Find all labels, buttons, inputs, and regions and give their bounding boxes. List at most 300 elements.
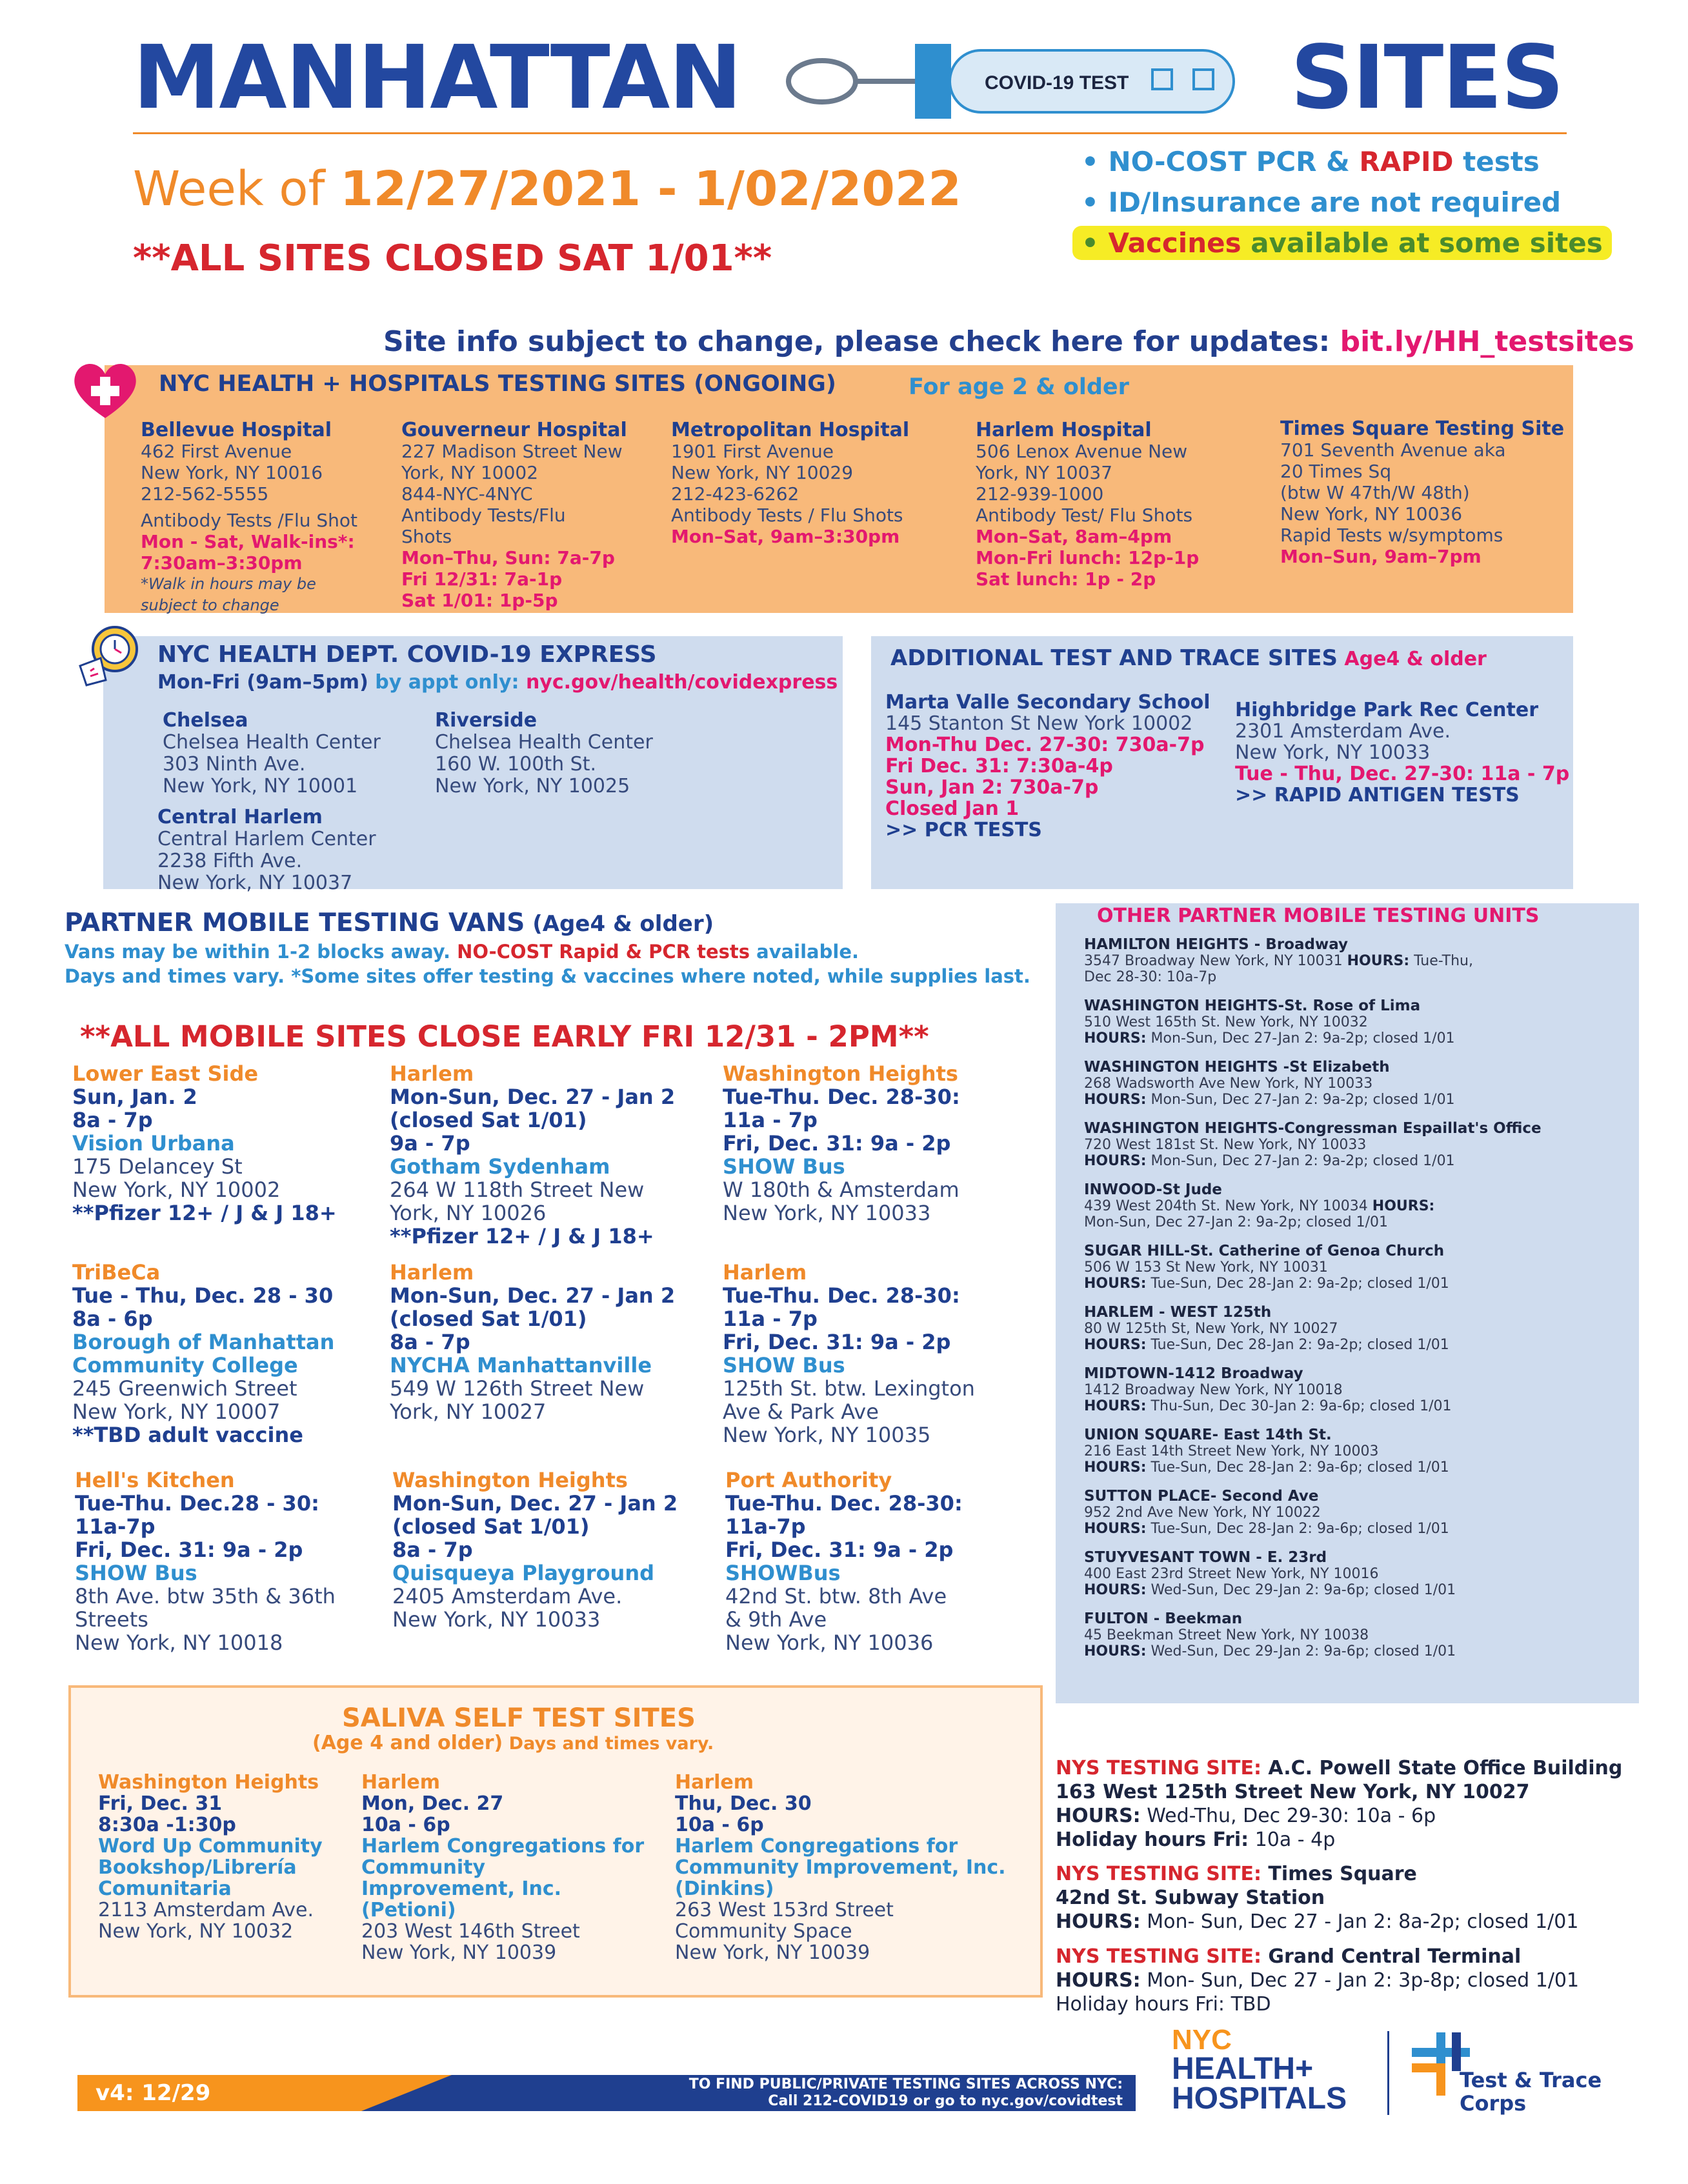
site-line: 844-NYC-4NYC — [401, 483, 533, 505]
saliva-site — [675, 1772, 1006, 1963]
van-days: Tue - Thu, Dec. 28 - 30 — [72, 1283, 334, 1308]
unit-address-line — [1084, 1321, 1449, 1337]
van-site-name: NYCHA Manhattanville — [390, 1353, 652, 1378]
saliva-days: 8:30a -1:30p — [98, 1814, 236, 1836]
site-line: New York, NY 10037 — [157, 872, 353, 894]
update-text: Site info subject to change, please check here for updates: — [383, 325, 1331, 358]
partner-unit — [1084, 1611, 1456, 1659]
van-address: 245 Greenwich Street — [72, 1376, 297, 1401]
van-address: W 180th & Amsterdam — [723, 1177, 960, 1202]
site-line: New York, NY 10016 — [141, 462, 323, 483]
van-days: Fri, Dec. 31: 9a - 2p — [725, 1538, 954, 1562]
unit-hours: Wed-Sun, Dec 29-Jan 2: 9a-6p; closed 1/01 — [1146, 1582, 1456, 1598]
site-line: 701 Seventh Avenue aka — [1280, 439, 1506, 461]
site-hours: Mon-Thu Dec. 27-30: 730a-7p — [885, 734, 1205, 756]
unit-hours-label: HOURS: — [1084, 1030, 1147, 1047]
unit-name: WASHINGTON HEIGHTS-Congressman Espaillat's Office — [1084, 1120, 1542, 1137]
partner-unit — [1084, 1243, 1449, 1292]
saliva-location: Harlem — [675, 1771, 754, 1794]
site-name: Chelsea — [163, 709, 248, 732]
express-link[interactable]: nyc.gov/health/covidexpress — [525, 671, 838, 694]
site-line: Antibody Tests/Flu — [401, 505, 566, 526]
unit-hours-line — [1084, 1153, 1542, 1169]
site-test-type: >> PCR TESTS — [885, 819, 1042, 841]
site-note: *Walk in hours may be — [141, 575, 316, 593]
site-line: New York, NY 10001 — [163, 775, 358, 797]
saliva-subtitle — [312, 1732, 714, 1754]
unit-address: 510 West 165th St. New York, NY 10032 — [1084, 1014, 1368, 1030]
saliva-location: Washington Heights — [98, 1771, 319, 1794]
unit-address-line — [1084, 1443, 1449, 1459]
unit-hours-line — [1084, 1398, 1452, 1414]
unit-address-line — [1084, 1014, 1455, 1030]
van-address: New York, NY 10035 — [723, 1423, 931, 1447]
trace-site-highbridge — [1235, 699, 1569, 806]
van-address: New York, NY 10033 — [723, 1201, 931, 1225]
van-days: Mon-Sun, Dec. 27 - Jan 2 — [390, 1283, 676, 1308]
site-line: 145 Stanton St New York 10002 — [885, 712, 1193, 735]
unit-hours-line — [1084, 1214, 1434, 1230]
site-name: Bellevue Hospital — [141, 419, 332, 441]
unit-hours-line — [1084, 1582, 1456, 1598]
van-address: 8th Ave. btw 35th & 36th — [75, 1584, 336, 1608]
unit-address: 400 East 23rd Street New York, NY 10016 — [1084, 1566, 1379, 1582]
saliva-title: SALIVA SELF TEST SITES — [342, 1703, 696, 1733]
week-dates: 12/27/2021 - 1/02/2022 — [340, 161, 961, 217]
saliva-site-name: Comunitaria — [98, 1878, 232, 1900]
van-days: Tue-Thu. Dec. 28-30: — [725, 1491, 963, 1516]
nys-holiday-label: Holiday hours Fri: — [1056, 1828, 1249, 1851]
unit-address: 45 Beekman Street New York, NY 10038 — [1084, 1627, 1369, 1643]
highlight — [1072, 226, 1612, 260]
unit-address-line — [1084, 1566, 1456, 1582]
van-days: 8a - 7p — [72, 1108, 153, 1132]
logo-line: Corps — [1460, 2091, 1527, 2116]
van-site-name: SHOWBus — [725, 1561, 841, 1585]
van-days: Tue-Thu. Dec. 28-30: — [723, 1283, 960, 1308]
unit-hours-label: HOURS: — [1084, 1582, 1147, 1598]
nys-label: NYS TESTING SITE: — [1056, 1757, 1261, 1779]
van-note: **TBD adult vaccine — [72, 1423, 303, 1447]
van-location: TriBeCa — [72, 1260, 161, 1285]
unit-name: SUGAR HILL-St. Catherine of Genoa Church — [1084, 1243, 1445, 1259]
unit-hours-label: HOURS: — [1084, 1521, 1147, 1537]
unit-name: MIDTOWN-1412 Broadway — [1084, 1365, 1303, 1382]
unit-hours-line — [1084, 1643, 1456, 1659]
van-days: Tue-Thu. Dec. 28-30: — [723, 1085, 960, 1109]
logo-nyc: NYC — [1172, 2024, 1232, 2056]
van-address: 42nd St. btw. 8th Ave — [725, 1584, 947, 1608]
nys-site-name: A.C. Powell State Office Building — [1261, 1757, 1623, 1779]
site-line: 2301 Amsterdam Ave. — [1235, 720, 1451, 743]
van-days: (closed Sat 1/01) — [392, 1514, 590, 1539]
unit-name: STUYVESANT TOWN - E. 23rd — [1084, 1549, 1327, 1566]
van-site — [390, 1062, 675, 1248]
site-hours: Sun, Jan 2: 730a-7p — [885, 776, 1099, 799]
saliva-address: New York, NY 10039 — [361, 1941, 557, 1964]
nys-site-name: Grand Central Terminal — [1261, 1945, 1522, 1968]
site-line: 303 Ninth Ave. — [163, 753, 306, 776]
site-line: New York, NY 10025 — [435, 775, 630, 797]
van-days: 11a-7p — [725, 1514, 806, 1539]
site-hours: Mon–Sun, 9am–7pm — [1280, 546, 1482, 567]
site-hours: Fri Dec. 31: 7:30a-4p — [885, 755, 1113, 777]
nys-hours-label: HOURS: — [1056, 1910, 1141, 1933]
van-site-name: Borough of Manhattan — [72, 1330, 335, 1354]
hh-age: For age 2 & older — [909, 374, 1129, 400]
unit-hours-line — [1084, 1337, 1449, 1353]
unit-address-line — [1084, 1382, 1452, 1398]
site-line: New York, NY 10033 — [1235, 741, 1431, 764]
nys-site-powell — [1056, 1756, 1622, 1852]
saliva-site-name: (Petioni) — [361, 1899, 456, 1921]
nys-site-times-square — [1056, 1862, 1578, 1934]
unit-hours-line — [1084, 969, 1473, 985]
unit-hours: Tue-Sun, Dec 28-Jan 2: 9a-2p; closed 1/01 — [1146, 1276, 1449, 1292]
site-line: Shots — [401, 526, 452, 547]
page-title-manhattan: MANHATTAN — [133, 27, 741, 129]
unit-hours-line — [1084, 1459, 1449, 1476]
express-site-central-harlem — [157, 806, 376, 894]
van-note: **Pfizer 12+ / J & J 18+ — [390, 1224, 654, 1248]
partner-unit — [1084, 1550, 1456, 1598]
unit-address-line — [1084, 953, 1473, 969]
saliva-note: Days and times vary. — [503, 1734, 714, 1754]
express-clock-icon — [75, 621, 146, 688]
van-days: Tue-Thu. Dec.28 - 30: — [75, 1491, 319, 1516]
vans-close-notice: **ALL MOBILE SITES CLOSE EARLY FRI 12/31 - 2PM** — [80, 1019, 929, 1054]
saliva-days: Thu, Dec. 30 — [675, 1792, 812, 1815]
saliva-address: 263 West 153rd Street — [675, 1899, 894, 1921]
trace-site-marta-valle — [885, 692, 1211, 841]
unit-hours: Mon-Sun, Dec 27-Jan 2: 9a-2p; closed 1/01 — [1084, 1214, 1389, 1230]
update-notice — [383, 325, 1634, 358]
site-name: Riverside — [435, 709, 538, 732]
week-prefix: Week of — [133, 161, 341, 217]
van-address: 264 W 118th Street New — [390, 1177, 645, 1202]
nyc-health-hospitals-logo — [1172, 2026, 1347, 2114]
week-range — [133, 161, 961, 217]
unit-hours-label: HOURS: — [1084, 1337, 1147, 1353]
partner-unit — [1084, 1488, 1449, 1537]
vans-age: (Age4 & older) — [525, 911, 714, 937]
vans-title: PARTNER MOBILE TESTING VANS — [65, 908, 525, 937]
site-line: 2238 Fifth Ave. — [157, 850, 303, 872]
van-address: York, NY 10026 — [390, 1201, 547, 1225]
unit-hours-line — [1084, 1276, 1449, 1292]
unit-hours-label: HOURS: — [1084, 1459, 1147, 1476]
nys-address: 42nd St. Subway Station — [1056, 1887, 1325, 1909]
closed-notice: **ALL SITES CLOSED SAT 1/01** — [133, 237, 772, 279]
van-address: New York, NY 10002 — [72, 1177, 281, 1202]
van-days: 9a - 7p — [390, 1131, 470, 1156]
site-line: New York, NY 10029 — [671, 462, 854, 483]
van-location: Washington Heights — [723, 1061, 958, 1086]
page-title-sites: SITES — [1291, 27, 1563, 129]
van-days: 11a - 7p — [723, 1307, 818, 1331]
partner-unit — [1084, 1427, 1449, 1476]
test-swab-icon — [783, 39, 1261, 123]
bullet-rapid: RAPID — [1359, 146, 1454, 177]
other-units-heading: OTHER PARTNER MOBILE TESTING UNITS — [1097, 905, 1540, 927]
van-days: 8a - 7p — [390, 1330, 470, 1354]
unit-name: SUTTON PLACE- Second Ave — [1084, 1488, 1319, 1505]
vans-info-line — [65, 941, 859, 963]
partner-unit — [1084, 1305, 1449, 1353]
unit-name: HAMILTON HEIGHTS - Broadway — [1084, 936, 1349, 953]
van-days: 11a - 7p — [723, 1108, 818, 1132]
van-location: Harlem — [390, 1061, 474, 1086]
van-address: 125th St. btw. Lexington — [723, 1376, 975, 1401]
site-hours: Mon - Sat, Walk-ins*: — [141, 531, 355, 552]
site-line: York, NY 10037 — [976, 462, 1113, 483]
express-appt: by appt only: — [375, 671, 526, 694]
site-line: Chelsea Health Center — [435, 731, 653, 754]
site-note: subject to change — [141, 596, 279, 614]
site-hours: Mon–Sat, 9am–3:30pm — [671, 526, 900, 547]
express-site-chelsea — [163, 710, 381, 797]
van-address: & 9th Ave — [725, 1607, 827, 1632]
unit-address-line — [1084, 1627, 1456, 1643]
van-site-name: SHOW Bus — [723, 1154, 845, 1179]
van-address: 549 W 126th Street New — [390, 1376, 645, 1401]
site-line: 462 First Avenue — [141, 441, 292, 462]
vans-no-cost: NO-COST Rapid & PCR tests — [457, 941, 750, 963]
site-name: Marta Valle Secondary School — [885, 691, 1211, 714]
site-line: Rapid Tests w/symptoms — [1280, 525, 1503, 546]
site-hours: Mon–Sat, 8am–4pm — [976, 526, 1172, 547]
express-heading: NYC HEALTH DEPT. COVID-19 EXPRESS — [157, 641, 657, 668]
site-line: 212-562-5555 — [141, 483, 269, 505]
van-site-name: Community College — [72, 1353, 298, 1378]
trace-title: ADDITIONAL TEST AND TRACE SITES — [890, 645, 1338, 671]
site-hours: Tue - Thu, Dec. 27-30: 11a - 7p — [1235, 763, 1570, 785]
version-label: v4: 12/29 — [95, 2080, 211, 2106]
unit-hours-label: HOURS: — [1084, 1643, 1147, 1659]
van-days: Fri, Dec. 31: 9a - 2p — [723, 1131, 951, 1156]
partner-unit — [1084, 1182, 1434, 1230]
unit-address: 439 West 204th St. New York, NY 10034 — [1084, 1198, 1372, 1214]
bullet-vaccines-word: Vaccines — [1108, 227, 1241, 259]
site-name: Gouverneur Hospital — [401, 419, 627, 441]
saliva-days: Fri, Dec. 31 — [98, 1792, 223, 1815]
unit-name: HARLEM - WEST 125th — [1084, 1304, 1272, 1321]
site-hours: Sat lunch: 1p - 2p — [976, 568, 1156, 590]
saliva-days: 10a - 6p — [361, 1814, 450, 1836]
unit-hours-line — [1084, 1521, 1449, 1537]
van-days: (closed Sat 1/01) — [390, 1108, 587, 1132]
unit-hours: Dec 28-30: 10a-7p — [1084, 969, 1217, 985]
van-site-name: Vision Urbana — [72, 1131, 235, 1156]
van-site — [392, 1468, 678, 1631]
nys-label: NYS TESTING SITE: — [1056, 1945, 1261, 1968]
unit-name: FULTON - Beekman — [1084, 1610, 1243, 1627]
bullet-vaccines — [1081, 227, 1612, 259]
unit-hours-label: HOURS: — [1084, 1276, 1147, 1292]
site-line: Antibody Tests / Flu Shots — [671, 505, 903, 526]
trace-heading — [890, 645, 1487, 671]
nys-hours: Mon- Sun, Dec 27 - Jan 2: 8a-2p; closed 1/01 — [1140, 1910, 1579, 1933]
vans-info-line: Days and times vary. *Some sites offer testing & vaccines where noted, while supplies last. — [65, 965, 1030, 987]
test-trace-corps-logo — [1460, 2069, 1602, 2115]
site-name: Central Harlem — [157, 806, 323, 828]
nys-holiday: Holiday hours Fri: TBD — [1056, 1993, 1271, 2016]
van-address: Streets — [75, 1607, 148, 1632]
nys-hours-label: HOURS: — [1056, 1969, 1141, 1992]
partner-unit — [1084, 1059, 1455, 1108]
van-address: York, NY 10027 — [390, 1399, 547, 1424]
van-address: Ave & Park Ave — [723, 1399, 879, 1424]
site-line: Antibody Tests /Flu Shot — [141, 510, 358, 531]
site-hours: Sat 1/01: 1p-5p — [401, 590, 558, 611]
van-address: New York, NY 10018 — [75, 1630, 283, 1655]
van-days: 8a - 7p — [392, 1538, 473, 1562]
site-hours: Fri 12/31: 7a-1p — [401, 568, 563, 590]
van-days: 8a - 6p — [72, 1307, 153, 1331]
unit-hours: Thu-Sun, Dec 30-Jan 2: 9a-6p; closed 1/01 — [1146, 1398, 1452, 1414]
site-line: Antibody Test/ Flu Shots — [976, 505, 1193, 526]
unit-address: 268 Wadsworth Ave New York, NY 10033 — [1084, 1076, 1373, 1092]
site-hours: 7:30am–3:30pm — [141, 552, 303, 574]
unit-hours-label: HOURS: — [1372, 1198, 1435, 1214]
van-days: Mon-Sun, Dec. 27 - Jan 2 — [392, 1491, 678, 1516]
bullet-text: tests — [1453, 146, 1540, 177]
unit-hours: Mon-Sun, Dec 27-Jan 2: 9a-2p; closed 1/01 — [1146, 1092, 1455, 1108]
site-line: New York, NY 10036 — [1280, 503, 1463, 525]
site-hours: Mon-Fri lunch: 12p-1p — [976, 547, 1200, 568]
site-line: 506 Lenox Avenue New — [976, 441, 1188, 462]
footer-line: TO FIND PUBLIC/PRIVATE TESTING SITES ACROSS NYC: — [688, 2076, 1123, 2092]
update-link[interactable]: bit.ly/HH_testsites — [1340, 325, 1634, 358]
express-site-riverside — [435, 710, 653, 797]
unit-address-line — [1084, 1076, 1455, 1092]
site-line: 212-939-1000 — [976, 483, 1104, 505]
van-days: (closed Sat 1/01) — [390, 1307, 587, 1331]
saliva-site-name: Harlem Congregations for — [361, 1835, 645, 1858]
key-points — [1081, 146, 1612, 268]
site-harlem-hospital — [976, 419, 1199, 590]
site-bellevue — [141, 419, 357, 616]
van-site-name: SHOW Bus — [75, 1561, 197, 1585]
site-hours: Mon–Thu, Sun: 7a-7p — [401, 547, 615, 568]
van-site-name: Gotham Sydenham — [390, 1154, 610, 1179]
bullet-text: available at some sites — [1241, 227, 1603, 259]
site-hours: Closed Jan 1 — [885, 797, 1020, 820]
site-line: 160 W. 100th St. — [435, 753, 597, 776]
unit-hours-label: HOURS: — [1347, 953, 1410, 969]
unit-hours: Mon-Sun, Dec 27-Jan 2: 9a-2p; closed 1/01 — [1146, 1153, 1455, 1169]
van-address: New York, NY 10007 — [72, 1399, 281, 1424]
saliva-site-name: Bookshop/Librería — [98, 1856, 297, 1879]
unit-hours: Mon-Sun, Dec 27-Jan 2: 9a-2p; closed 1/01 — [1146, 1030, 1455, 1047]
nys-site-name: Times Square — [1261, 1863, 1417, 1885]
saliva-site-name: Community — [361, 1856, 486, 1879]
vans-text: available. — [750, 941, 859, 963]
van-days: 11a-7p — [75, 1514, 156, 1539]
van-site — [723, 1261, 975, 1447]
van-days: Fri, Dec. 31: 9a - 2p — [75, 1538, 303, 1562]
unit-hours: Tue-Sun, Dec 28-Jan 2: 9a-6p; closed 1/01 — [1146, 1521, 1449, 1537]
site-name: Metropolitan Hospital — [671, 419, 910, 441]
van-days: Mon-Sun, Dec. 27 - Jan 2 — [390, 1085, 676, 1109]
unit-address: 506 W 153 St New York, NY 10031 — [1084, 1259, 1328, 1276]
express-hours: Mon-Fri (9am–5pm) — [157, 671, 376, 694]
site-line: 227 Madison Street New — [401, 441, 623, 462]
partner-unit — [1084, 1366, 1452, 1414]
saliva-days: 10a - 6p — [675, 1814, 764, 1836]
unit-name: UNION SQUARE- East 14th St. — [1084, 1427, 1332, 1443]
nys-hours: Mon- Sun, Dec 27 - Jan 2: 3p-8p; closed 1/01 — [1140, 1969, 1580, 1992]
van-address: 2405 Amsterdam Ave. — [392, 1584, 623, 1608]
nys-address: 163 West 125th Street New York, NY 10027 — [1056, 1781, 1530, 1803]
unit-hours-line — [1084, 1030, 1455, 1047]
unit-address: 80 W 125th St, New York, NY 10027 — [1084, 1321, 1338, 1337]
saliva-address: New York, NY 10039 — [675, 1941, 870, 1964]
unit-address-line — [1084, 1198, 1434, 1214]
saliva-address: Community Space — [675, 1920, 852, 1943]
van-site — [72, 1261, 334, 1447]
nys-site-grand-central — [1056, 1945, 1579, 2016]
van-site — [75, 1468, 336, 1654]
nys-holiday: 10a - 4p — [1249, 1828, 1336, 1851]
unit-name: WASHINGTON HEIGHTS -St Elizabeth — [1084, 1059, 1390, 1076]
partner-unit — [1084, 998, 1455, 1047]
footer-info — [568, 2076, 1123, 2110]
saliva-site — [98, 1772, 323, 1942]
unit-address: 720 West 181st St. New York, NY 10033 — [1084, 1137, 1367, 1153]
van-location: Port Authority — [725, 1468, 892, 1492]
unit-hours: Wed-Sun, Dec 29-Jan 2: 9a-6p; closed 1/01 — [1146, 1643, 1456, 1659]
van-site — [723, 1062, 960, 1225]
unit-hours-label: HOURS: — [1084, 1092, 1147, 1108]
bullet-dot: • — [1081, 227, 1109, 259]
site-line: (btw W 47th/W 48th) — [1280, 482, 1470, 503]
van-days: Sun, Jan. 2 — [72, 1085, 197, 1109]
nys-label: NYS TESTING SITE: — [1056, 1863, 1261, 1885]
van-site — [725, 1468, 963, 1654]
unit-hours-label: HOURS: — [1084, 1153, 1147, 1169]
unit-address: 1412 Broadway New York, NY 10018 — [1084, 1382, 1343, 1398]
site-name: Highbridge Park Rec Center — [1235, 699, 1539, 721]
unit-address: 3547 Broadway New York, NY 10031 — [1084, 953, 1347, 969]
van-location: Washington Heights — [392, 1468, 628, 1492]
swab-label: COVID-19 TEST — [985, 72, 1129, 94]
header-divider — [133, 132, 1567, 134]
unit-name: INWOOD-St Jude — [1084, 1181, 1222, 1198]
site-test-type: >> RAPID ANTIGEN TESTS — [1235, 784, 1520, 806]
logo-health: HEALTH+ — [1172, 2052, 1314, 2086]
unit-name: WASHINGTON HEIGHTS-St. Rose of Lima — [1084, 997, 1421, 1014]
unit-address: 952 2nd Ave New York, NY 10022 — [1084, 1505, 1321, 1521]
van-address: New York, NY 10033 — [392, 1607, 601, 1632]
site-gouverneur — [401, 419, 627, 611]
site-line: 1901 First Avenue — [671, 441, 834, 462]
site-times-square — [1280, 418, 1564, 567]
logo-hospitals: HOSPITALS — [1172, 2081, 1347, 2116]
van-site-name: SHOW Bus — [723, 1353, 845, 1378]
unit-hours: Tue-Thu, — [1409, 953, 1473, 969]
van-site — [390, 1261, 675, 1423]
saliva-site — [361, 1772, 644, 1963]
saliva-site-name: (Dinkins) — [675, 1878, 774, 1900]
van-location: Harlem — [390, 1260, 474, 1285]
saliva-days: Mon, Dec. 27 — [361, 1792, 504, 1815]
partner-unit — [1084, 937, 1473, 985]
bullet-id: • ID/Insurance are not required — [1081, 186, 1562, 218]
unit-hours: Tue-Sun, Dec 28-Jan 2: 9a-2p; closed 1/01 — [1146, 1337, 1449, 1353]
saliva-address: 203 West 146th Street — [361, 1920, 580, 1943]
van-address: 175 Delancey St — [72, 1154, 243, 1179]
